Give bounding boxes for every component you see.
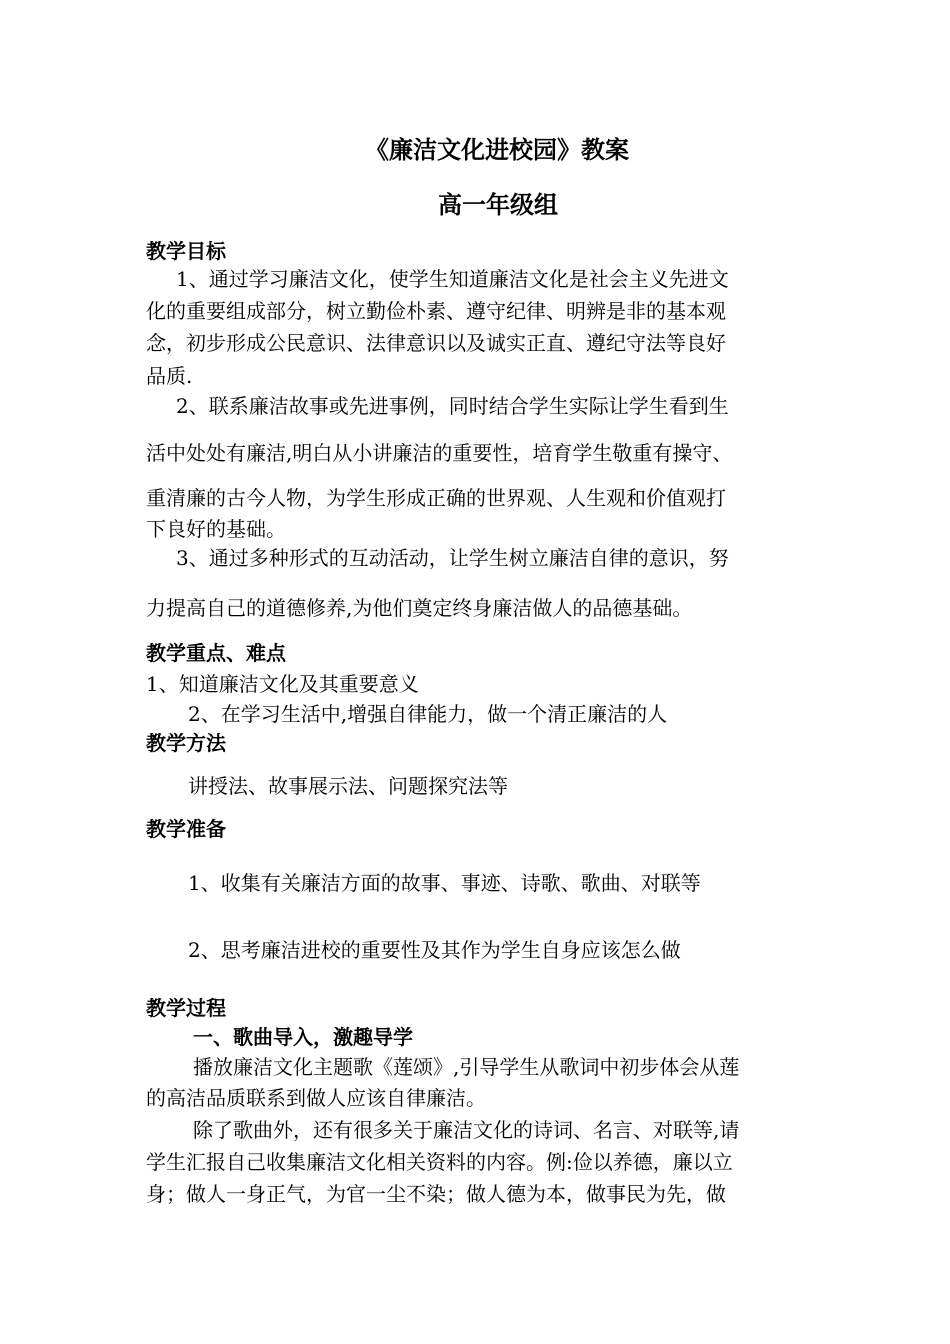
objective-line: 力提高自己的道德修养,为他们奠定终身廉洁做人的品德基础。 — [146, 596, 693, 620]
key-point-line: 2、在学习生活中,增强自律能力，做一个清正廉洁的人 — [188, 702, 668, 726]
document-subtitle: 高一年级组 — [438, 191, 558, 219]
process-line: 除了歌曲外，还有很多关于廉洁文化的诗词、名言、对联等,请 — [193, 1118, 740, 1142]
process-line: 身；做人一身正气，为官一尘不染；做人德为本，做事民为先，做 — [146, 1182, 726, 1206]
objective-line: 品质. — [146, 364, 193, 388]
section-heading-objectives: 教学目标 — [146, 239, 226, 263]
objective-line: 下良好的基础。 — [146, 517, 286, 541]
process-line: 的高洁品质联系到做人应该自律廉洁。 — [146, 1086, 486, 1110]
section-heading-methods: 教学方法 — [146, 731, 226, 755]
document-title: 《廉洁文化进校园》教案 — [365, 136, 629, 164]
section-heading-process: 教学过程 — [146, 996, 226, 1020]
preparation-line: 2、思考廉洁进校的重要性及其作为学生自身应该怎么做 — [188, 938, 681, 962]
method-line: 讲授法、故事展示法、问题探究法等 — [188, 774, 508, 798]
section-heading-preparation: 教学准备 — [146, 817, 226, 841]
preparation-line: 1、收集有关廉洁方面的故事、事迹、诗歌、歌曲、对联等 — [188, 871, 701, 895]
objective-line: 化的重要组成部分，树立勤俭朴素、遵守纪律、明辨是非的基本观 — [146, 299, 726, 323]
process-line: 学生汇报自己收集廉洁文化相关资料的内容。例:俭以养德，廉以立 — [146, 1150, 733, 1174]
objective-line: 3、通过多种形式的互动活动，让学生树立廉洁自律的意识，努 — [176, 546, 729, 570]
section-heading-key-points: 教学重点、难点 — [146, 641, 286, 665]
key-point-line: 1、知道廉洁文化及其重要意义 — [146, 672, 419, 696]
objective-line: 1、通过学习廉洁文化，使学生知道廉洁文化是社会主义先进文 — [176, 267, 729, 291]
process-line: 播放廉洁文化主题歌《莲颂》,引导学生从歌词中初步体会从莲 — [193, 1055, 740, 1079]
process-subheading: 一、歌曲导入，激趣导学 — [193, 1025, 413, 1049]
objective-line: 活中处处有廉洁,明白从小讲廉洁的重要性，培育学生敬重有操守、 — [146, 441, 733, 465]
objective-line: 念，初步形成公民意识、法律意识以及诚实正直、遵纪守法等良好 — [146, 331, 726, 355]
objective-line: 重清廉的古今人物，为学生形成正确的世界观、人生观和价值观打 — [146, 486, 726, 510]
objective-line: 2、联系廉洁故事或先进事例，同时结合学生实际让学生看到生 — [176, 394, 729, 418]
